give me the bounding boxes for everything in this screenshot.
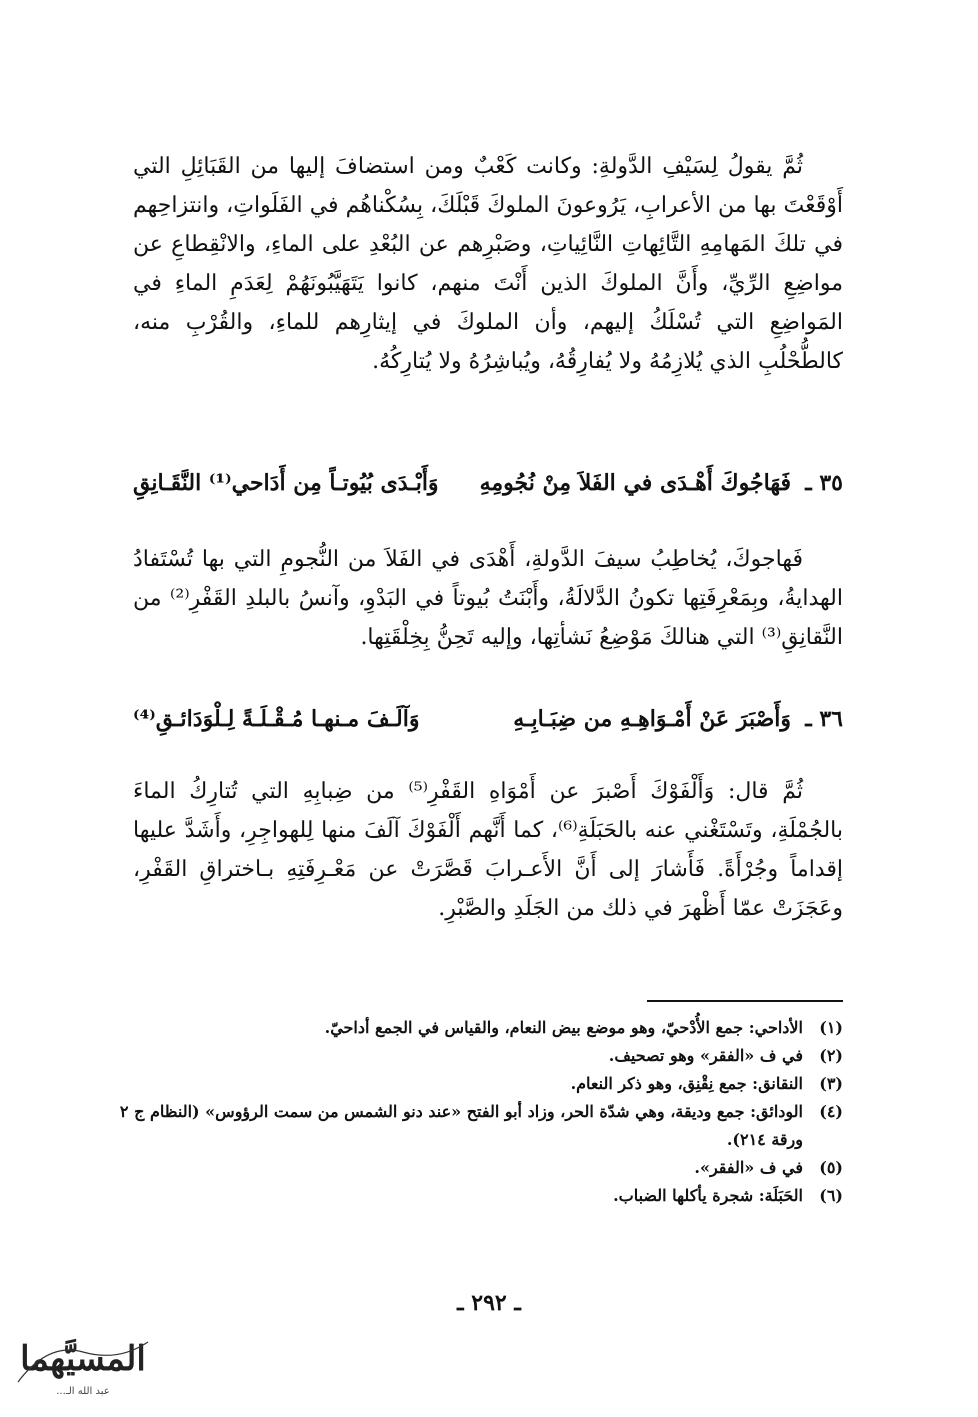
- watermark-subtitle: عبد الله الـ...: [56, 1386, 110, 1397]
- footnote-text: في ف «الفقر».: [694, 1158, 803, 1177]
- footnote-text: النقانق: جمع نِقْنِق، وهو ذكر النعام.: [570, 1074, 803, 1093]
- footnote-item: [118, 1182, 843, 1210]
- footnote-number: (١): [819, 1018, 843, 1037]
- paragraph-3: ثُمَّ قال: وَأَلْفَوْكَ أَصْبرَ عن أَمْوَاهِ القَفْرِ⁽⁵⁾ من ضِبابِهِ التي تُتارِكُ الماءَ بالجُمْلَةِ، وتَسْتَغْني عنه بالحَبَلَةِ⁽⁶⁾، كما أَنَّهم أَلْفَوْكَ آلَفَ منها لِلهواجِرِ، وأَشَدَّ عليها إقداماً وجُرْأَةً. فَأَشارَ إلى أَنَّ الأَعـرابَ قَصَّرَتْ عن مَعْـرِفَتِهِ بـاختراقِ القَفْرِ، وعَجَزَتْ عمّا أَظْهرَ في ذلك من الجَلَدِ والصَّبْرِ.: [133, 779, 844, 921]
- footnote-item: [118, 1042, 843, 1070]
- footnote-number: (٤): [819, 1102, 843, 1121]
- footnote-item: [118, 1070, 843, 1098]
- verse-35: [133, 470, 843, 510]
- watermark-title: المسيَّهما: [20, 1339, 146, 1379]
- verse-first-hemistich: فَهَاجُوكَ أَهْـدَى في الفَلاَ مِنْ نُجُومِهِ: [479, 470, 791, 496]
- paragraph-2: فَهاجوكَ، يُخاطِبُ سيفَ الدَّولةِ، أَهْدَى في الفَلاَ من النُّجومِ التي بها تُسْتَفادُ الهدايةُ، وبِمَعْرِفَتِها تكونُ الدَّلالَةُ، وأَبْنَتُ بُيوتاً في البَدْوِ، وآنسُ بالبلدِ القَفْرِ⁽²⁾ من النَّقانِقِ⁽³⁾ التي هنالكَ مَوْضِعُ نَشأتِها، وإليه تَحِنُّ بِخِلْقَتِها.: [133, 547, 843, 650]
- verse-second-hemistich: وَآلَـفَ مـنهـا مُـقْـلَـةً لِـلْوَدَائـقِ⁽⁴⁾: [133, 706, 420, 732]
- verse-36: [133, 706, 843, 746]
- footnote-number: (٣): [819, 1074, 843, 1093]
- footnote-number: (٢): [819, 1046, 843, 1065]
- verse-number: ٣٦ ـ: [805, 706, 843, 732]
- footnote-item: [118, 1154, 843, 1182]
- page-number: ـ ٢٩٢ ـ: [457, 1290, 521, 1316]
- verse-second-hemistich: وَأَبْـدَى بُيُوتـاً مِن أَدَاحي⁽¹⁾ النَّقَـانِقِ: [133, 470, 439, 496]
- footnote-text: الودائق: جمع وديقة، وهي شدّة الحر، وزاد أبو الفتح «عند دنو الشمس من سمت الرؤوس» (النظام ج ٢ ورقة ٢١٤).: [119, 1102, 803, 1149]
- footnote-text: الحَبَلَة: شجرة يأكلها الضباب.: [613, 1186, 803, 1205]
- verse-first-hemistich: وَأَصْبَرَ عَنْ أَمْـوَاهِـهِ من ضِبَـابِـهِ: [513, 706, 791, 732]
- footnote-number: (٥): [819, 1158, 843, 1177]
- footnote-number: (٦): [819, 1186, 843, 1205]
- footnote-text: الأداحي: جمع الأُدْحيّ، وهو موضع بيض النعام، والقياس في الجمع أداحيّ.: [324, 1018, 803, 1037]
- paragraph-1: ثُمَّ يقولُ لِسَيْفِ الدَّولةِ: وكانت كَعْبٌ ومن استضافَ إليها من القَبَائِلِ التي أَوْقَعْتَ بها من الأعرابِ، يَرُوعونَ الملوكَ قَبْلَكَ، بِسُكْناهُم في الفَلَواتِ، وانتزاحِهم في تلكَ المَهامِهِ التَّائِهاتِ النَّائِياتِ، وصَبْرِهم عن البُعْدِ على الماءِ، والانْقِطاعِ عن مواضِعِ الرِّيِّ، وأَنَّ الملوكَ الذين أَنْتَ منهم، كانوا يَتَهَيَّبُونَهُمْ لِعَدَمِ الماءِ في المَواضِعِ التي تُسْلَكُ إليهم، وأن الملوكَ في إيثارِهم للماءِ، والقُرْبِ منه، كالطُّحْلُبِ الذي يُلازِمُهُ ولا يُفارِقُهُ، ويُباشِرُهُ ولا يُتارِكُهُ.: [133, 154, 843, 374]
- footnote-divider: [647, 1000, 843, 1002]
- footnote-item: [118, 1014, 843, 1042]
- calligraphy-watermark-logo: [8, 1322, 158, 1402]
- footnote-text: في ف «الفقر» وهو تصحيف.: [608, 1046, 803, 1065]
- footnote-item: [118, 1098, 843, 1154]
- verse-number: ٣٥ ـ: [805, 470, 843, 496]
- footnotes-list: [118, 1014, 843, 1210]
